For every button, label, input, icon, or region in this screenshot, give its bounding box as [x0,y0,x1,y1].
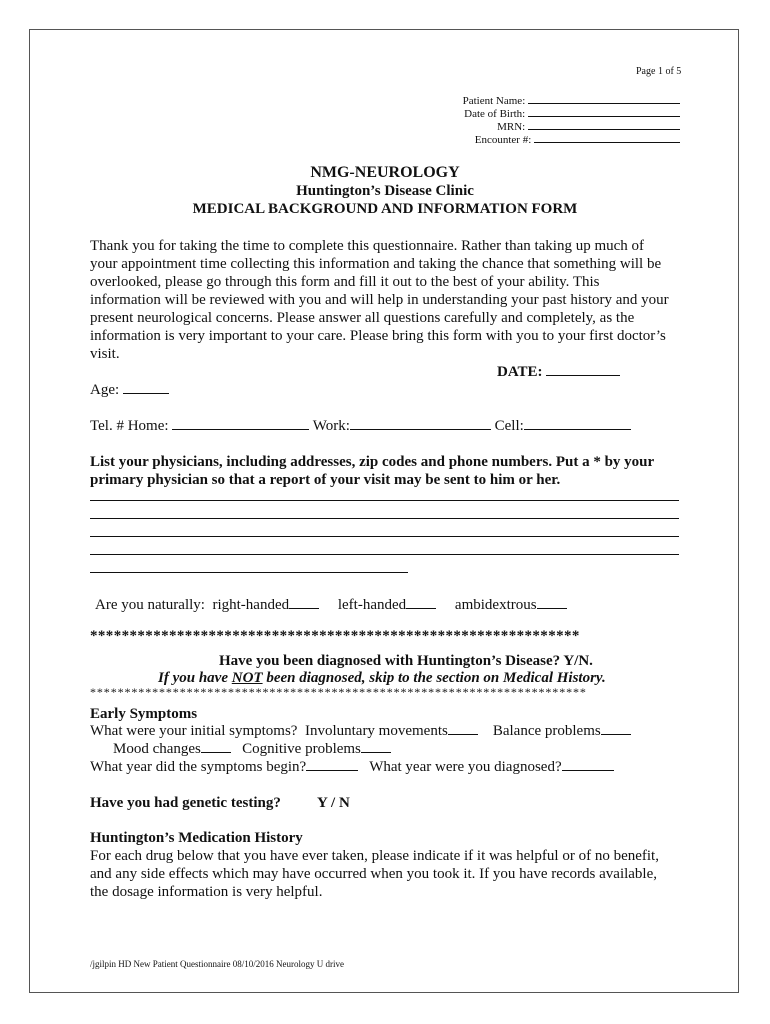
physicians-entry-line[interactable] [90,518,679,519]
left-handed-field[interactable]: left-handed [338,597,436,613]
mrn-field[interactable]: MRN: [497,121,680,133]
cognitive-problems-field[interactable]: Cognitive problems [242,741,391,757]
phone-row [90,417,631,435]
cell-phone-field[interactable]: Cell: [495,418,631,434]
separator: ************************************************************************ [90,685,587,699]
involuntary-movements-field[interactable]: Involuntary movements [305,723,478,739]
physicians-instruction: List your physicians, including addresses, zip codes and phone numbers. Put a * by your [90,454,655,470]
medication-heading: Huntington’s Medication History [90,830,303,846]
date-field[interactable]: DATE: [497,363,620,381]
age-field[interactable]: Age: [90,381,169,399]
skip-note: If you have NOT been diagnosed, skip to the section on Medical History. [158,670,606,686]
physicians-entry-line[interactable] [90,536,679,537]
physicians-entry-line[interactable] [90,572,408,573]
handedness-row: Are you naturally: right-handed left-handed ambidextrous [95,596,567,614]
hd-diagnosis-question: Have you been diagnosed with Huntington’s Disease? Y/N. [219,653,593,669]
patient-name-field[interactable]: Patient Name: [463,95,680,107]
right-handed-field[interactable]: right-handed [212,597,319,613]
physicians-entry-line[interactable] [90,500,679,501]
department-title: NMG-NEUROLOGY [310,164,460,181]
intro-line: information is very important to your care. Please bring this form with you to your first doctor’s [90,328,666,344]
ambidextrous-field[interactable]: ambidextrous [455,597,567,613]
initial-symptoms-row: What were your initial symptoms? Involuntary movements Balance problems [90,722,631,740]
year-began-field[interactable]: What year did the symptoms begin? [90,759,358,775]
page-number: Page 1 of 5 [636,66,682,77]
genetic-testing-question: Have you had genetic testing? [90,795,281,811]
form-title: MEDICAL BACKGROUND AND INFORMATION FORM [192,201,578,217]
dob-field[interactable]: Date of Birth: [464,108,680,120]
intro-line: information will be reviewed with you and will help in understanding your past history and your [90,292,669,308]
symptoms-row-2 [113,740,391,758]
intro-line: overlooked, please go through this form and fill it out to the best of your ability. This [90,274,600,290]
genetic-testing-answer[interactable]: Y / N [317,795,350,811]
footer-note: /jgilpin HD New Patient Questionnaire 08/10/2016 Neurology U drive [90,959,344,969]
home-phone-field[interactable]: Tel. # Home: [90,418,309,434]
medication-text: and any side effects which may have occurred when you took it. If you have records available, [90,866,658,882]
intro-line: your appointment time collecting this information and taking the chance that something will be [90,256,662,272]
work-phone-field[interactable]: Work: [313,418,491,434]
balance-problems-field[interactable]: Balance problems [493,723,631,739]
physicians-instruction: primary physician so that a report of your visit may be sent to him or her. [90,472,561,488]
separator: ************************************************************** [90,628,580,644]
year-diagnosed-field[interactable]: What year were you diagnosed? [369,759,613,775]
early-symptoms-heading: Early Symptoms [90,706,198,722]
intro-line: Thank you for taking the time to complete this questionnaire. Rather than taking up much of [90,238,645,254]
mood-changes-field[interactable]: Mood changes [113,741,231,757]
clinic-title: Huntington’s Disease Clinic [296,183,474,199]
intro-line: visit. [90,346,120,362]
medication-text: the dosage information is very helpful. [90,884,323,900]
intro-line: present neurological concerns. Please answer all questions carefully and completely, as the [90,310,635,326]
encounter-field[interactable]: Encounter #: [475,134,680,146]
symptom-years-row [90,758,614,776]
medication-text: For each drug below that you have ever taken, please indicate if it was helpful or of no benefit, [90,848,659,864]
physicians-entry-line[interactable] [90,554,679,555]
